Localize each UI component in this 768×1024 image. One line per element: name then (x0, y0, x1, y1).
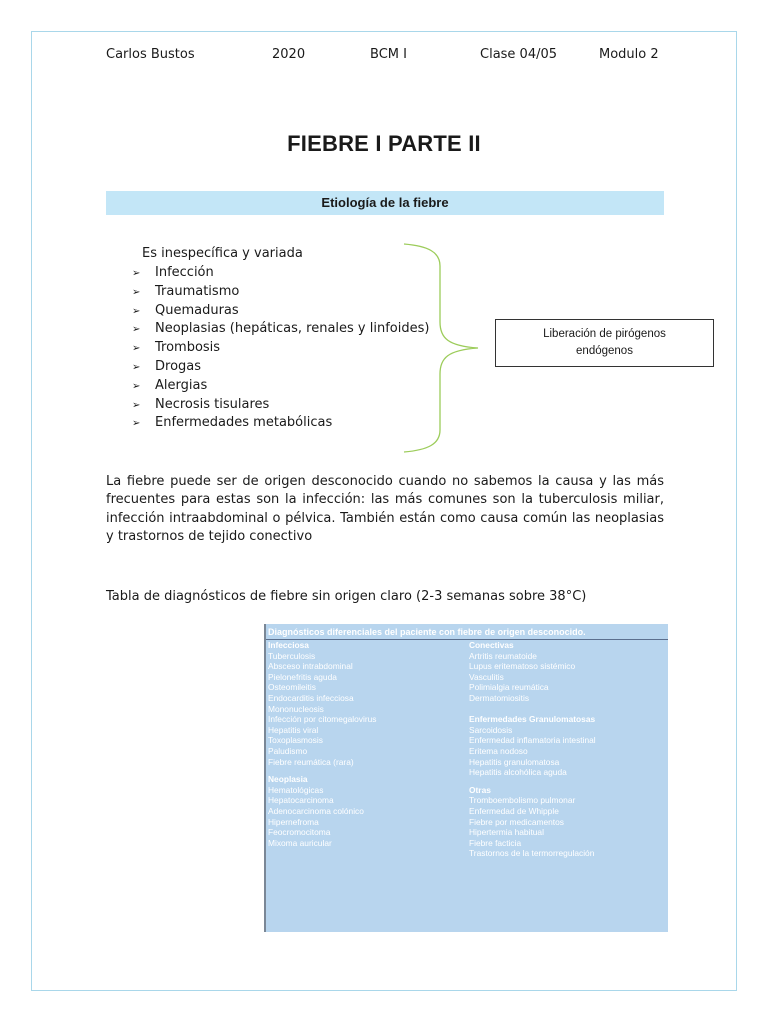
table-cell: Tromboembolismo pulmonar (469, 795, 576, 806)
list-item (132, 414, 429, 433)
table-cell: Endocarditis infecciosa (268, 692, 354, 703)
group-spacer (469, 778, 596, 785)
arrow-bullet-icon: ➢ (132, 305, 141, 317)
group-spacer (268, 767, 376, 774)
page-title: FIEBRE I PARTE II (287, 131, 481, 156)
table-cell: Tuberculosis (268, 650, 316, 661)
list-item (132, 377, 429, 396)
list-item (132, 320, 429, 339)
list-item-label: Infección (155, 265, 214, 280)
header-module: Modulo 2 (599, 47, 659, 62)
arrow-bullet-icon: ➢ (132, 418, 141, 430)
table-cell: Mononucleosis (268, 703, 324, 714)
table-cell: Hepatocarcinoma (268, 795, 334, 806)
table-group-title: Conectivas (469, 640, 514, 650)
table-cell: Infección por citomegalovirus (268, 714, 377, 725)
table-cell: Sarcoidosis (469, 724, 513, 735)
arrow-bullet-icon: ➢ (132, 324, 141, 336)
table-cell: Enfermedad de Whipple (469, 805, 559, 816)
curly-brace (400, 242, 486, 454)
body-paragraph: La fiebre puede ser de origen desconocido cuando no sabemos la causa y las más frecuentes para estas son la infección: las más comunes son la tuberculosis miliar, infección intraabdominal o pélvica. También están como causa común las neoplasias y trastornos de tejido conectivo (106, 474, 664, 544)
list-item-label: Neoplasias (hepáticas, renales y linfoides) (155, 321, 430, 337)
table-column-left (268, 640, 376, 848)
arrow-bullet-icon: ➢ (132, 268, 141, 279)
etiology-intro: Es inespecífica y variada (142, 246, 303, 261)
table-cell: Fiebre reumática (rara) (268, 756, 354, 767)
list-item-label: Trombosis (155, 340, 221, 356)
etiology-list (132, 264, 429, 433)
table-cell: Hematológicas (268, 784, 324, 795)
table-cell: Trastornos de la termorregulación (469, 848, 595, 859)
table-column-right (469, 640, 596, 859)
table-cell: Absceso intrabdominal (268, 661, 353, 672)
table-group-title: Enfermedades Granulomatosas (469, 714, 596, 725)
table-group-title: Otras (469, 784, 491, 795)
differential-diagnosis-table (264, 624, 668, 932)
table-cell: Enfermedad inflamatoria intestinal (469, 735, 596, 746)
list-item (132, 339, 429, 358)
list-item-label: Enfermedades metabólicas (155, 415, 333, 431)
list-item (132, 302, 429, 321)
table-cell: Mixoma auricular (268, 837, 332, 848)
table-cell: Toxoplasmosis (268, 735, 323, 746)
arrow-bullet-icon: ➢ (132, 399, 141, 411)
table-cell: Adenocarcinoma colónico (268, 805, 364, 816)
table-cell: Osteomileitis (268, 682, 316, 693)
table-header: Diagnósticos diferenciales del paciente con fiebre de origen desconocido. (268, 627, 586, 637)
table-cell: Pielonefritis aguda (268, 671, 337, 682)
header-class: Clase 04/05 (480, 47, 558, 62)
table-cell: Hepatitis alcohólica aguda (469, 767, 567, 778)
list-item (132, 264, 429, 283)
table-cell: Hipernefroma (268, 816, 319, 827)
list-item (132, 283, 429, 302)
list-item-label: Drogas (155, 358, 202, 374)
header-author: Carlos Bustos (106, 47, 195, 62)
pyrogen-box (495, 319, 714, 367)
table-cell: Hepatitis granulomatosa (469, 756, 560, 767)
table-cell: Feocromocitoma (268, 827, 331, 838)
pyrogen-box-line2: endógenos (576, 345, 633, 357)
list-item (132, 358, 429, 377)
list-item-label: Traumatismo (155, 283, 240, 299)
table-cell: Eritema nodoso (469, 745, 528, 756)
table-cell: Polimialgia reumática (469, 682, 549, 693)
table-cell: Artritis reumatoide (469, 650, 537, 661)
header-course: BCM I (370, 47, 407, 62)
table-cell: Dermatomiositis (469, 692, 530, 703)
header-year: 2020 (272, 47, 306, 62)
list-item (132, 396, 429, 415)
table-cell: Fiebre por medicamentos (469, 816, 564, 827)
arrow-bullet-icon: ➢ (132, 286, 141, 298)
list-item-label: Necrosis tisulares (155, 396, 270, 412)
arrow-bullet-icon: ➢ (132, 361, 141, 373)
table-caption: Tabla de diagnósticos de fiebre sin origen claro (2-3 semanas sobre 38°C) (106, 589, 587, 604)
table-cell: Lupus eritematoso sistémico (469, 661, 576, 672)
table-cell: Vasculitis (469, 671, 504, 682)
table-group-title: Infecciosa (268, 640, 309, 650)
arrow-bullet-icon: ➢ (132, 343, 141, 355)
document-header (0, 47, 768, 65)
table-group-title: Neoplasia (268, 774, 308, 785)
group-spacer (469, 704, 596, 715)
table-cell: Hipertermia habitual (469, 827, 544, 838)
arrow-bullet-icon: ➢ (132, 380, 141, 392)
section-heading: Etiología de la fiebre (106, 191, 664, 215)
pyrogen-box-line1: Liberación de pirógenos (543, 328, 666, 340)
list-item-label: Alergias (155, 377, 208, 393)
list-item-label: Quemaduras (155, 302, 239, 318)
table-cell: Paludismo (268, 745, 308, 756)
table-cell: Fiebre facticia (469, 837, 522, 848)
table-cell: Hepatitis viral (268, 724, 319, 735)
